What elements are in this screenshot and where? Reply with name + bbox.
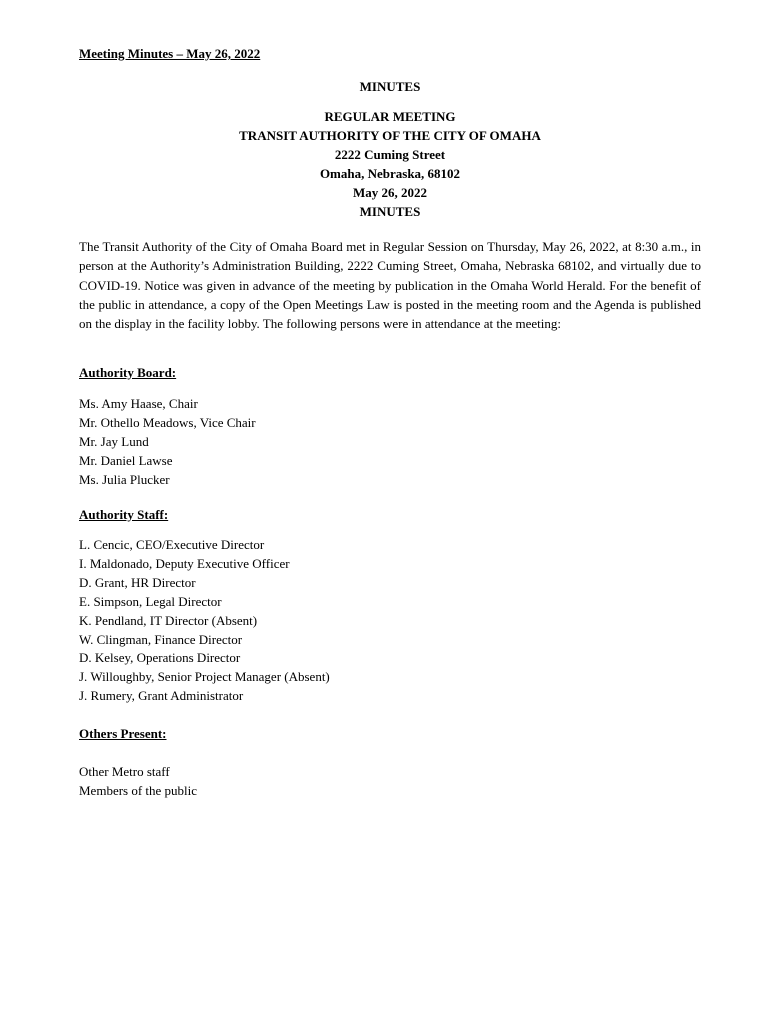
title-block — [79, 107, 701, 221]
others-present-list — [79, 763, 197, 801]
list-item: D. Kelsey, Operations Director — [79, 650, 241, 666]
list-item: Ms. Amy Haase, Chair — [79, 396, 198, 411]
list-item: Mr. Daniel Lawse — [79, 452, 173, 468]
city-state-zip: Omaha, Nebraska, 68102 — [319, 166, 461, 181]
list-item: L. Cencic, CEO/Executive Director — [79, 537, 265, 552]
list-item: J. Rumery, Grant Administrator — [79, 688, 244, 704]
street-address: 2222 Cuming Street — [334, 147, 446, 162]
intro-paragraph: The Transit Authority of the City of Omaha Board met in Regular Session on Thursday, May 26, 2022, at 8:30 a.m., in person at the Authority’s Administration Building, 2222 Cuming Street, Omaha, Nebraska 68102, and virtually due to COVID-19. Notice was given in advance of the meeting by publication in the Omaha World Herald. For the benefit of the public in attendance, a copy of the Open Meetings Law is posted in the meeting room and the Agenda is published on the display in the facility lobby. The following persons were in attendance at the meeting: — [79, 239, 701, 332]
document-type: MINUTES — [359, 204, 421, 219]
list-item: E. Simpson, Legal Director — [79, 593, 222, 609]
meeting-date: May 26, 2022 — [352, 185, 428, 200]
list-item: D. Grant, HR Director — [79, 574, 196, 590]
authority-staff-heading: Authority Staff: — [79, 507, 169, 522]
list-item: Mr. Jay Lund — [79, 433, 149, 449]
list-item: I. Maldonado, Deputy Executive Officer — [79, 555, 290, 571]
running-header: Meeting Minutes – May 26, 2022 — [79, 46, 261, 61]
others-present-heading: Others Present: — [79, 726, 167, 741]
authority-staff-list — [79, 536, 330, 706]
list-item: K. Pendland, IT Director (Absent) — [79, 612, 258, 628]
list-item: Ms. Julia Plucker — [79, 471, 170, 487]
meeting-type: REGULAR MEETING — [324, 109, 456, 124]
organization-name: TRANSIT AUTHORITY OF THE CITY OF OMAHA — [239, 128, 541, 143]
document-label: MINUTES — [359, 79, 421, 94]
authority-board-list — [79, 395, 256, 490]
authority-board-heading: Authority Board: — [79, 365, 177, 380]
list-item: W. Clingman, Finance Director — [79, 631, 243, 647]
list-item: J. Willoughby, Senior Project Manager (Absent) — [79, 669, 330, 685]
list-item: Other Metro staff — [79, 764, 170, 779]
list-item: Mr. Othello Meadows, Vice Chair — [79, 414, 256, 430]
list-item: Members of the public — [79, 782, 198, 798]
